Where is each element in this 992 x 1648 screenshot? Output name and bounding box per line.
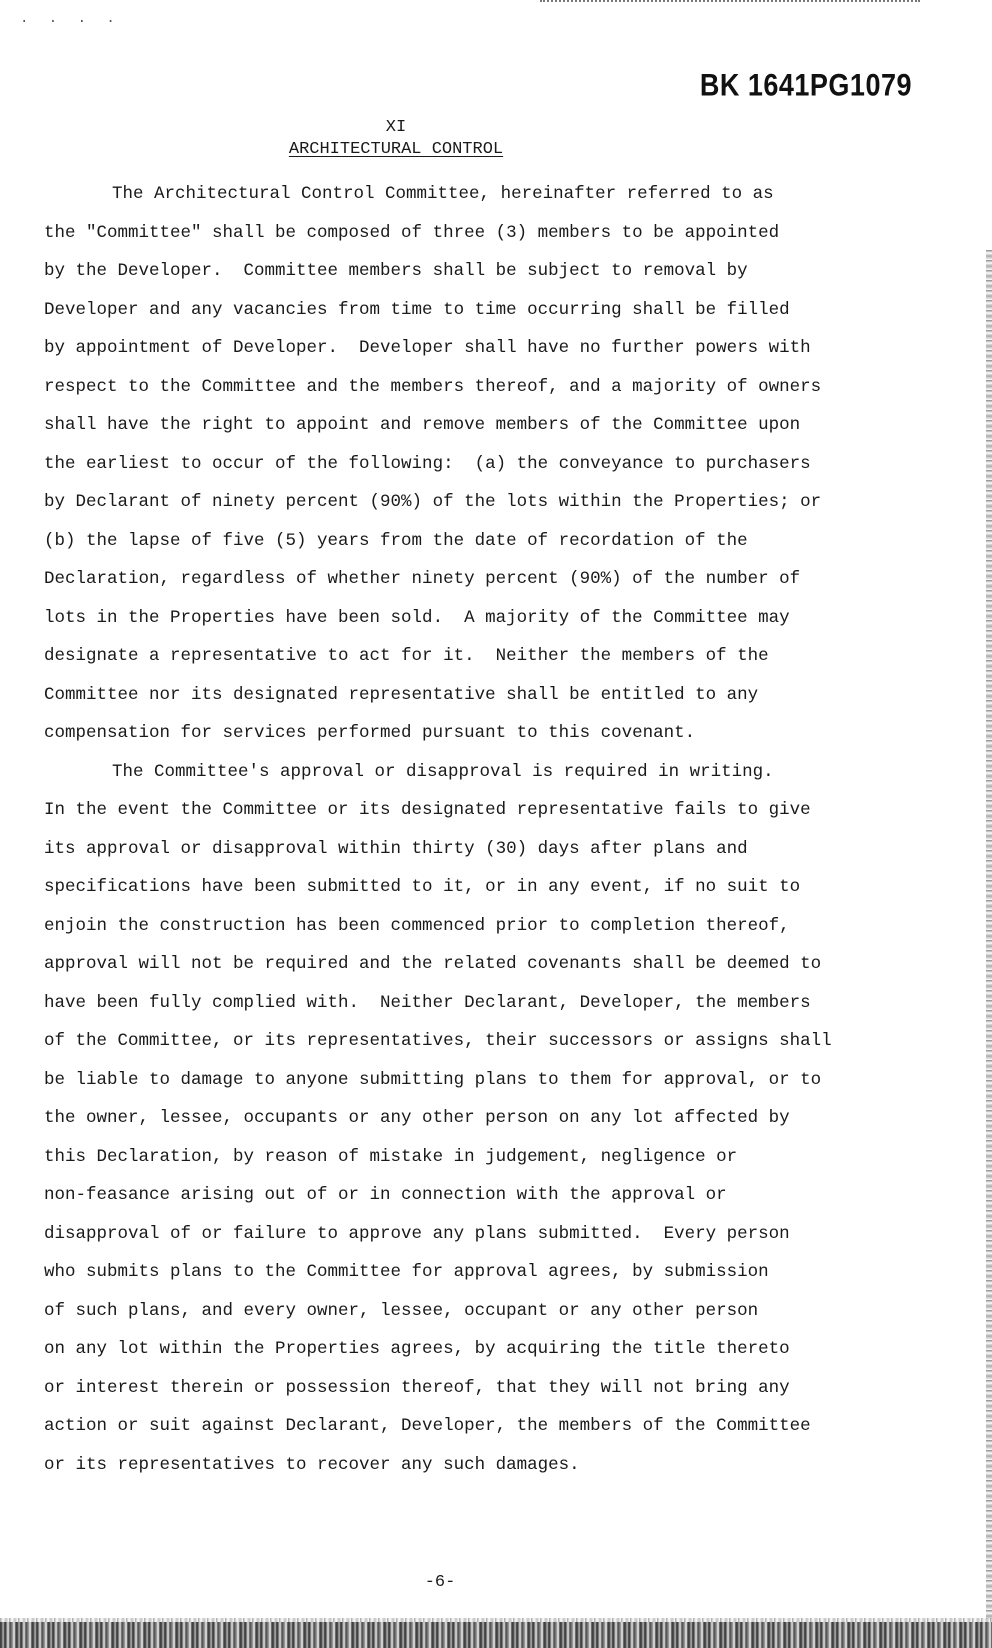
scan-speckle: · · · ·: [20, 14, 121, 30]
paragraph-2-line: The Committee's approval or disapproval is required in writing.: [112, 761, 774, 782]
paragraph-2-line: or its representatives to recover any such damages.: [44, 1454, 580, 1475]
paragraph-1-line: by the Developer. Committee members shall be subject to removal by: [44, 261, 748, 281]
paragraph-1-line: the "Committee" shall be composed of three (3) members to be appointed: [44, 222, 780, 243]
paragraph-2-line: action or suit against Declarant, Developer, the members of the Committee: [44, 1416, 811, 1436]
paragraph-2-line: who submits plans to the Committee for approval agrees, by submission: [44, 1262, 769, 1282]
paragraph-2-line: this Declaration, by reason of mistake in judgement, negligence or: [44, 1146, 738, 1167]
paragraph-1-line: The Architectural Control Committee, hereinafter referred to as: [112, 184, 774, 204]
section-title: ARCHITECTURAL CONTROL: [288, 140, 504, 159]
paragraph-2-line: In the event the Committee or its designated representative fails to give: [44, 800, 811, 820]
paragraph-1-line: Developer and any vacancies from time to time occurring shall be filled: [44, 299, 790, 320]
scan-artifact-bottom-band: [0, 1622, 992, 1648]
paragraph-2-line: its approval or disapproval within thirty (30) days after plans and: [44, 838, 748, 859]
paragraph-1-line: by Declarant of ninety percent (90%) of the lots within the Properties; or: [44, 492, 822, 512]
paragraph-2-line: have been fully complied with. Neither Declarant, Developer, the members: [44, 992, 811, 1013]
page-number: -6-: [424, 1573, 456, 1592]
paragraph-2-line: or interest therein or possession thereof, that they will not bring any: [44, 1377, 790, 1398]
paragraph-1-line: compensation for services performed pursuant to this covenant.: [44, 723, 696, 743]
paragraph-2-line: of the Committee, or its representatives, their successors or assigns shall: [44, 1031, 832, 1051]
paragraph-2-line: approval will not be required and the related covenants shall be deemed to: [44, 954, 822, 974]
paragraph-1-line: the earliest to occur of the following: (a) the conveyance to purchasers: [44, 453, 811, 474]
paragraph-1-line: respect to the Committee and the members thereof, and a majority of owners: [44, 376, 822, 397]
paragraph-1-line: by appointment of Developer. Developer shall have no further powers with: [44, 338, 811, 358]
paragraph-2-line: non-feasance arising out of or in connection with the approval or: [44, 1185, 727, 1205]
paragraph-2-line: specifications have been submitted to it, or in any event, if no suit to: [44, 877, 801, 897]
scan-artifact-right-edge: [986, 250, 992, 1620]
scan-artifact-top: [540, 0, 920, 5]
paragraph-2-line: be liable to damage to anyone submitting plans to them for approval, or to: [44, 1069, 822, 1090]
body-text: [44, 175, 924, 1484]
paragraph-2-line: the owner, lessee, occupants or any other person on any lot affected by: [44, 1108, 790, 1128]
paragraph-1-line: designate a representative to act for it. Neither the members of the: [44, 646, 769, 666]
paragraph-2-line: of such plans, and every owner, lessee, occupant or any other person: [44, 1300, 759, 1321]
paragraph-1-line: Declaration, regardless of whether ninety percent (90%) of the number of: [44, 569, 801, 589]
paragraph-2-line: disapproval of or failure to approve any plans submitted. Every person: [44, 1223, 790, 1244]
paragraph-2-line: on any lot within the Properties agrees, by acquiring the title thereto: [44, 1339, 790, 1359]
paragraph-2-line: enjoin the construction has been commenced prior to completion thereof,: [44, 915, 790, 936]
paragraph-1-line: lots in the Properties have been sold. A majority of the Committee may: [44, 607, 790, 628]
paragraph-1-line: shall have the right to appoint and remove members of the Committee upon: [44, 415, 801, 435]
section-number: XI: [385, 118, 407, 137]
paragraph-1-line: (b) the lapse of five (5) years from the date of recordation of the: [44, 530, 748, 551]
paragraph-1-line: Committee nor its designated representative shall be entitled to any: [44, 684, 759, 705]
book-page-reference: BK 1641PG1079: [699, 67, 912, 103]
